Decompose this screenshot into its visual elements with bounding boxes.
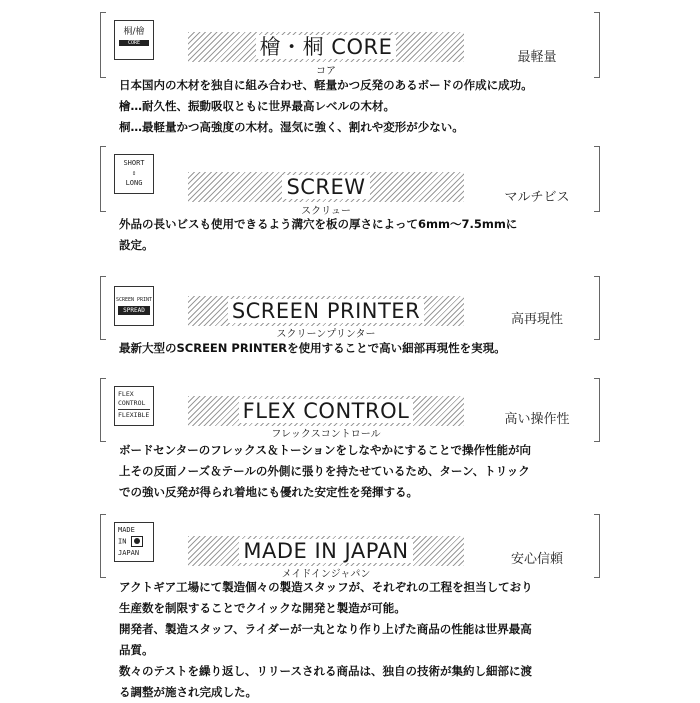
bracket-right bbox=[594, 146, 600, 212]
feature-description: 最新大型のSCREEN PRINTERを使用することで高い細部再現性を実現。 bbox=[119, 341, 506, 355]
feature-title-banner bbox=[188, 396, 464, 426]
feature-title-banner bbox=[188, 172, 464, 202]
feature-description: 日本国内の木材を独自に組み合わせ、軽量かつ反発のあるボードの作成に成功。 檜…耐久性、振動吸収ともに世界最高レベルの木材。 桐…最軽量かつ高強度の木材。湿気に強く、割れや変形が少ない。 bbox=[119, 78, 533, 134]
bracket-right bbox=[594, 514, 600, 578]
bracket-left bbox=[100, 378, 106, 442]
feature-subtitle: スクリーンプリンター bbox=[276, 329, 376, 340]
feature-tagline: マルチビス bbox=[504, 190, 570, 205]
feature-description: 外品の長いビスも使用できるよう溝穴を板の厚さによって6mm～7.5mmに 設定。 bbox=[119, 217, 518, 252]
screw-icon: SHORT ⇕ LONG bbox=[114, 154, 154, 194]
feature-description: アクトギア工場にて製造個々の製造スタッフが、それぞれの工程を担当しており 生産数を制限することでクイックな開発と製造が可能。 開発者、製造スタッフ、ライダーが一丸となり作り上げた商品の性能は世界最高 品質。 数々のテストを繰り返し、リリースされる商品は、独自の技術が集約し細部に渡 る調整が施され完成した。 bbox=[119, 580, 533, 699]
feature-description: ボードセンターのフレックス＆トーションをしなやかにすることで操作性能が向 上その反面ノーズ＆テールの外側に張りを持たせているため、ターン、トリック での強い反発が得られ着地にも優れた安定性を発揮する。 bbox=[119, 443, 532, 499]
bracket-right bbox=[594, 378, 600, 442]
feature-tagline: 安心信頼 bbox=[510, 552, 563, 567]
feature-subtitle: メイドインジャパン bbox=[281, 569, 371, 580]
feature-subtitle: フレックスコントロール bbox=[271, 429, 381, 440]
feature-tagline: 高い操作性 bbox=[504, 412, 570, 427]
feature-title: FLEX CONTROL bbox=[239, 399, 414, 423]
japan-flag-icon bbox=[131, 536, 143, 547]
feature-subtitle: スクリュー bbox=[301, 206, 351, 217]
screen-printer-icon: SCREEN PRINT SPREAD bbox=[114, 286, 154, 326]
bracket-right bbox=[594, 12, 600, 78]
bracket-left bbox=[100, 146, 106, 212]
feature-tagline: 最軽量 bbox=[517, 50, 557, 65]
bracket-left bbox=[100, 514, 106, 578]
feature-title: SCREW bbox=[282, 175, 369, 199]
bracket-left bbox=[100, 276, 106, 340]
wood-core-icon: 桐/檜 CORE bbox=[114, 20, 154, 60]
feature-title-banner bbox=[188, 536, 464, 566]
feature-title: SCREEN PRINTER bbox=[228, 299, 424, 323]
feature-title: MADE IN JAPAN bbox=[239, 539, 412, 563]
feature-title: 檜・桐 CORE bbox=[256, 35, 397, 59]
feature-title-banner bbox=[188, 32, 464, 62]
bracket-left bbox=[100, 12, 106, 78]
feature-subtitle: コア bbox=[316, 66, 336, 77]
made-in-japan-icon: MADE IN JAPAN bbox=[114, 522, 154, 562]
flex-control-icon: FLEX CONTROL FLEXIBLE bbox=[114, 386, 154, 426]
feature-title-banner bbox=[188, 296, 464, 326]
bracket-right bbox=[594, 276, 600, 340]
feature-tagline: 高再現性 bbox=[510, 312, 563, 327]
